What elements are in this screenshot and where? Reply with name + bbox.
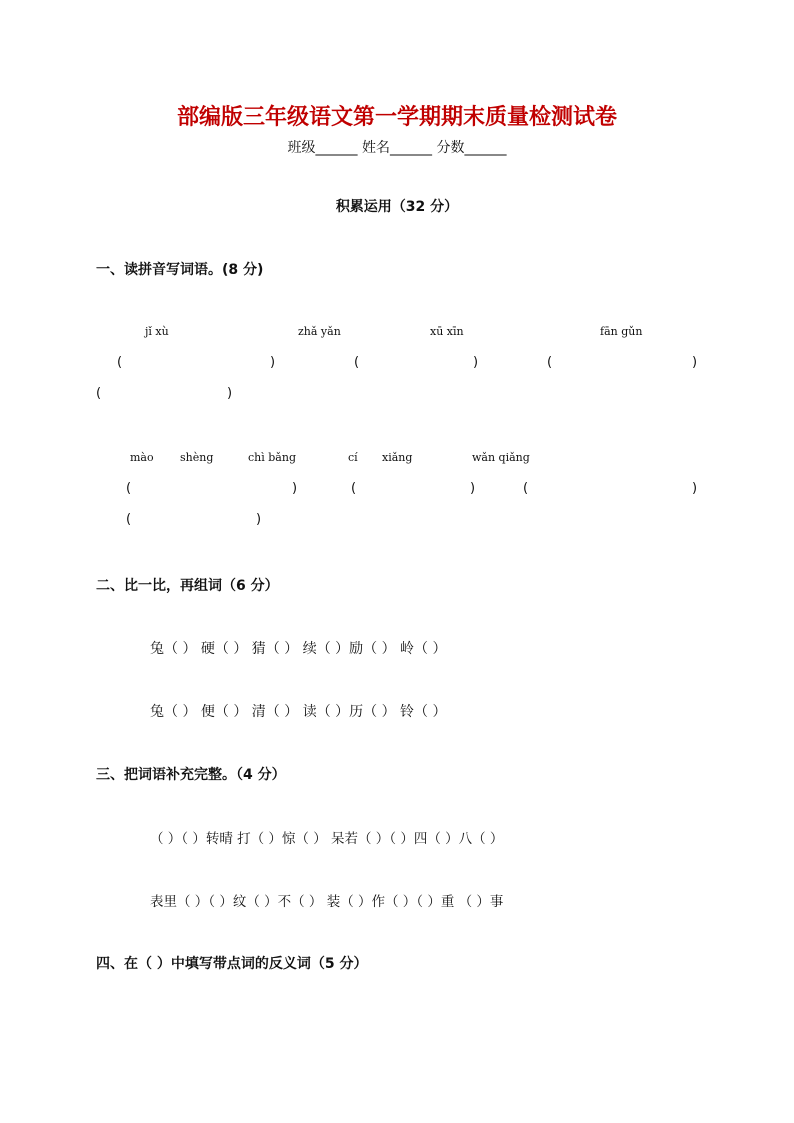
pinyin-3: xū xīn	[430, 325, 464, 338]
answer-box-5-open[interactable]: (	[126, 481, 132, 496]
exam-title: 部编版三年级语文第一学期期末质量检测试卷	[176, 105, 617, 130]
answer-box-8-open[interactable]: (	[126, 512, 132, 527]
pinyin-7: chì bǎng	[248, 451, 296, 464]
question-1-title: 一、读拼音写词语。(8 分)	[96, 262, 264, 278]
answer-box-6-close: )	[470, 481, 476, 496]
compare-row-1: 兔（ ） 硬（ ） 猜（ ） 续（ ）励（ ） 岭（ ）	[150, 641, 447, 657]
pinyin-6: shèng	[180, 451, 214, 464]
answer-box-3-open[interactable]: (	[547, 355, 553, 370]
answer-box-2-open[interactable]: (	[354, 355, 360, 370]
answer-box-1-close: )	[270, 355, 276, 370]
answer-box-5-close: )	[292, 481, 298, 496]
student-info-line: 班级______ 姓名______ 分数______	[287, 140, 507, 156]
answer-box-8-close: )	[256, 512, 262, 527]
pinyin-9: xiǎng	[382, 451, 413, 464]
pinyin-10: wǎn qiǎng	[472, 451, 530, 464]
answer-box-2-close: )	[473, 355, 479, 370]
answer-box-3-close: )	[692, 355, 698, 370]
answer-box-4-open[interactable]: (	[96, 386, 102, 401]
answer-box-4-close: )	[227, 386, 233, 401]
section-title: 积累运用（32 分）	[335, 199, 459, 215]
answer-box-7-close: )	[692, 481, 698, 496]
answer-box-1-open[interactable]: (	[117, 355, 123, 370]
pinyin-5: mào	[130, 451, 154, 464]
answer-box-7-open[interactable]: (	[523, 481, 529, 496]
question-3-title: 三、把词语补充完整。（4 分）	[96, 767, 286, 783]
idiom-row-2: 表里（ ）（ ）纹（ ）不（ ） 装（ ）作（ ）（ ）重 （ ）事	[150, 894, 504, 910]
idiom-row-1: （ ）（ ）转晴 打（ ）惊（ ） 呆若（ ）（ ）四（ ）八（ ）	[150, 831, 504, 847]
pinyin-4: fān gǔn	[600, 325, 643, 338]
question-2-title: 二、比一比，再组词（6 分）	[96, 578, 279, 594]
compare-row-2: 兔（ ） 便（ ） 清（ ） 读（ ）历（ ） 铃（ ）	[150, 704, 447, 720]
pinyin-1: jǐ xù	[145, 325, 169, 338]
pinyin-8: cí	[348, 451, 358, 464]
pinyin-2: zhǎ yǎn	[298, 325, 341, 338]
answer-box-6-open[interactable]: (	[351, 481, 357, 496]
question-4-title: 四、在（ ）中填写带点词的反义词（5 分）	[96, 956, 368, 972]
